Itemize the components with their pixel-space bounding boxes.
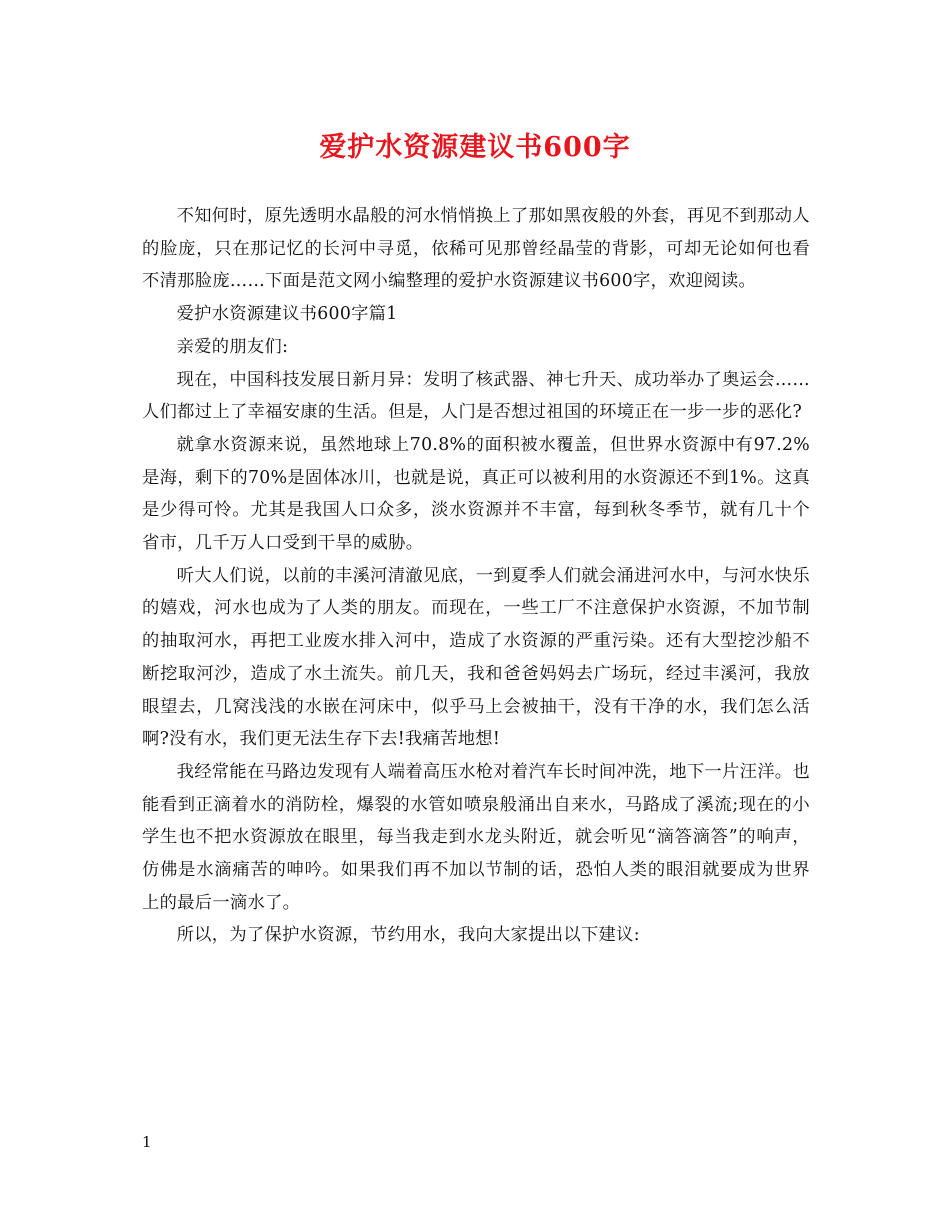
- page-number: 1: [142, 1133, 152, 1151]
- document-title: 爱护水资源建议书600字: [319, 132, 631, 163]
- document-body: [142, 200, 810, 952]
- paragraph-salutation: 亲爱的朋友们:: [176, 336, 289, 357]
- paragraph-water-statistics: 就拿水资源来说，虽然地球上70.8%的面积被水覆盖，但世界水资源中有97.2%是海，剩下的70%是固体冰川，也就是说，真正可以被利用的水资源还不到1%。这真是少得可怜。尤其是我国人口众多，淡水资源并不丰富，每到秋冬季节，就有几十个省市，几千万人口受到干旱的威胁。: [142, 434, 810, 554]
- paragraph-river-pollution: 听大人们说，以前的丰溪河清澈见底，一到夏季人们就会涌进河水中，与河水快乐的嬉戏，河水也成为了人类的朋友。而现在，一些工厂不注意保护水资源，不加节制的抽取河水，再把工业废水排入河中，造成了水资源的严重污染。还有大型挖沙船不断挖取河沙，造成了水土流失。前几天，我和爸爸妈妈去广场玩，经过丰溪河，我放眼望去，几窝浅浅的水嵌在河床中，似乎马上会被抽干，没有干净的水，我们怎么活啊?没有水，我们更无法生存下去!我痛苦地想!: [142, 565, 810, 750]
- paragraph-proposal-intro: 所以，为了保护水资源，节约用水，我向大家提出以下建议:: [176, 925, 640, 946]
- paragraph-intro: 不知何时，原先透明水晶般的河水悄悄换上了那如黑夜般的外套，再见不到那动人的脸庞，只在那记忆的长河中寻觅，依稀可见那曾经晶莹的背影，可却无论如何也看不清那脸庞……下面是范文网小编整理的爱护水资源建议书600字，欢迎阅读。: [142, 206, 810, 292]
- paragraph-water-waste: 我经常能在马路边发现有人端着高压水枪对着汽车长时间冲洗，地下一片汪洋。也能看到正滴着水的消防栓，爆裂的水管如喷泉般涌出自来水，马路成了溪流;现在的小学生也不把水资源放在眼里，每当我走到水龙头附近，就会听见“滴答滴答”的响声，仿佛是水滴痛苦的呻吟。如果我们再不加以节制的话，恐怕人类的眼泪就要成为世界上的最后一滴水了。: [142, 761, 810, 913]
- paragraph-technology: 现在，中国科技发展日新月异：发明了核武器、神七升天、成功举办了奥运会……人们都过上了幸福安康的生活。但是，人门是否想过祖国的环境正在一步一步的恶化?: [142, 369, 810, 423]
- paragraph-section-heading: 爱护水资源建议书600字篇1: [176, 304, 398, 325]
